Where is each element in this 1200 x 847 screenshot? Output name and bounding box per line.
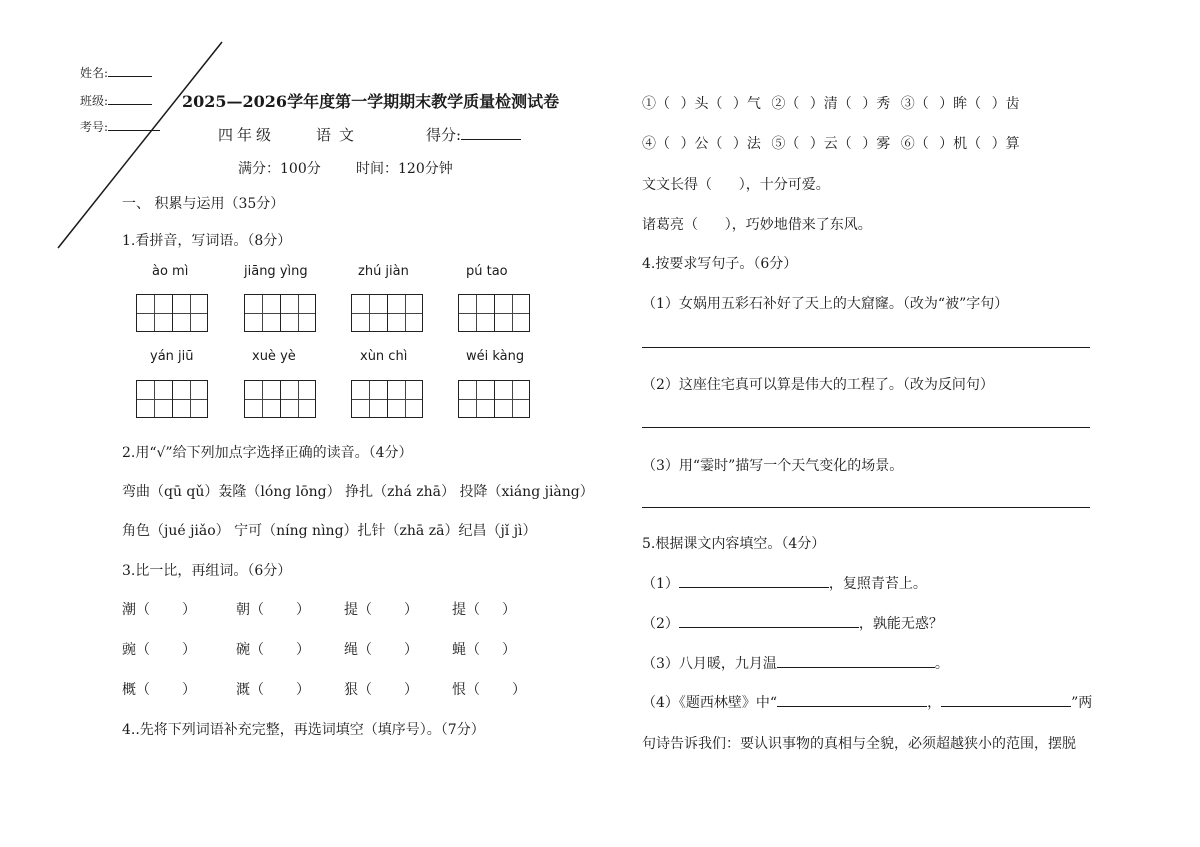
- fill-blank-4-continued: 句诗告诉我们：要认识事物的真相与全貌，必须超越狭小的范围，摆脱: [642, 736, 1076, 752]
- question-5-title: 4.按要求写句子。（6分）: [642, 256, 798, 272]
- question-2-title: 2.用“√”给下列加点字选择正确的读音。（4分）: [122, 445, 413, 461]
- question-4-title: 4..先将下列词语补充完整，再选词填空（填序号）。（7分）: [122, 722, 485, 738]
- pinyin-2: jiāng yìng: [244, 264, 308, 279]
- idiom-row-2[interactable]: ④（ ）公（ ）法 ⑤（ ）云（ ）雾 ⑥（ ）机（ ）算: [642, 136, 1020, 152]
- id-label: 考号:: [80, 120, 109, 134]
- idiom-fill-1[interactable]: 文文长得（ ），十分可爱。: [642, 177, 830, 193]
- compare-item[interactable]: 朝（ ）: [236, 602, 310, 618]
- compare-item[interactable]: 蝇（ ）: [452, 642, 516, 658]
- pinyin-4: pú tao: [466, 264, 508, 279]
- compare-item[interactable]: 狠（ ）: [344, 682, 418, 698]
- writing-grid-7[interactable]: [351, 380, 423, 418]
- compare-item[interactable]: 提（ ）: [452, 602, 516, 618]
- id-field[interactable]: [80, 116, 160, 135]
- sentence-task-1: （1）女娲用五彩石补好了天上的大窟窿。（改为“被”字句）: [642, 296, 1009, 312]
- class-field[interactable]: [80, 90, 152, 109]
- compare-item[interactable]: 溉（ ）: [236, 682, 310, 698]
- grade-label: 四年级: [218, 126, 276, 144]
- name-field[interactable]: [80, 62, 152, 81]
- writing-grid-6[interactable]: [244, 380, 316, 418]
- pinyin-7: xùn chì: [360, 349, 408, 364]
- fill-blank-3[interactable]: （3）八月暖，九月温 。: [642, 653, 949, 673]
- fill-blank-4[interactable]: （4）《题西林壁》中“ ， ”两: [642, 692, 1092, 712]
- full-marks: 满分：100分: [238, 161, 321, 177]
- pronunciation-line-1[interactable]: 弯曲（qū qǔ）轰隆（lóng lōng） 挣扎（zhá zhā） 投降（xiáng jiàng）: [122, 484, 594, 500]
- sentence-task-3: （3）用“霎时”描写一个天气变化的场景。: [642, 458, 904, 474]
- compare-item[interactable]: 碗（ ）: [236, 642, 310, 658]
- writing-grid-8[interactable]: [458, 380, 530, 418]
- sentence-task-2: （2）这座住宅真可以算是伟大的工程了。（改为反问句）: [642, 377, 994, 393]
- writing-grid-5[interactable]: [136, 380, 208, 418]
- compare-item[interactable]: 潮（ ）: [122, 602, 196, 618]
- fill-blank-1[interactable]: （1） ，复照青苔上。: [642, 573, 927, 593]
- pinyin-6: xuè yè: [252, 349, 296, 364]
- writing-grid-2[interactable]: [244, 294, 316, 332]
- compare-item[interactable]: 豌（ ）: [122, 642, 196, 658]
- section-title: 一、 积累与运用（35分）: [122, 196, 285, 212]
- name-label: 姓名:: [80, 66, 109, 80]
- compare-item[interactable]: 绳（ ）: [344, 642, 418, 658]
- question-1-title: 1.看拼音，写词语。（8分）: [122, 233, 292, 249]
- question-6-title: 5.根据课文内容填空。（4分）: [642, 536, 826, 552]
- pinyin-3: zhú jiàn: [358, 264, 409, 279]
- answer-line-2[interactable]: [642, 427, 1090, 428]
- score-field[interactable]: [426, 124, 521, 145]
- answer-line-1[interactable]: [642, 347, 1090, 348]
- compare-item[interactable]: 恨（ ）: [452, 682, 526, 698]
- idiom-row-1[interactable]: ①（ ）头（ ）气 ②（ ）清（ ）秀 ③（ ）眸（ ）齿: [642, 96, 1020, 112]
- writing-grid-1[interactable]: [136, 294, 208, 332]
- subject-label: 语文: [316, 126, 363, 144]
- compare-item[interactable]: 提（ ）: [344, 602, 418, 618]
- idiom-fill-2[interactable]: 诸葛亮（ ），巧妙地借来了东风。: [642, 217, 872, 233]
- writing-grid-4[interactable]: [458, 294, 530, 332]
- score-label: 得分:: [426, 126, 462, 144]
- writing-grid-3[interactable]: [351, 294, 423, 332]
- question-3-title: 3.比一比，再组词。（6分）: [122, 563, 292, 579]
- pinyin-8: wéi kàng: [466, 349, 525, 364]
- exam-title: 2025—2026学年度第一学期期末教学质量检测试卷: [182, 92, 560, 111]
- pronunciation-line-2[interactable]: 角色（jué jiǎo） 宁可（níng nìng）扎针（zhā zā）纪昌（jǐ jì）: [122, 523, 537, 539]
- answer-line-3[interactable]: [642, 507, 1090, 508]
- compare-item[interactable]: 概（ ）: [122, 682, 196, 698]
- pinyin-5: yán jiū: [150, 349, 194, 364]
- exam-time: 时间：120分钟: [356, 161, 453, 177]
- class-label: 班级:: [80, 94, 109, 108]
- pinyin-1: ào mì: [152, 264, 189, 279]
- fill-blank-2[interactable]: （2） ，孰能无惑？: [642, 613, 943, 633]
